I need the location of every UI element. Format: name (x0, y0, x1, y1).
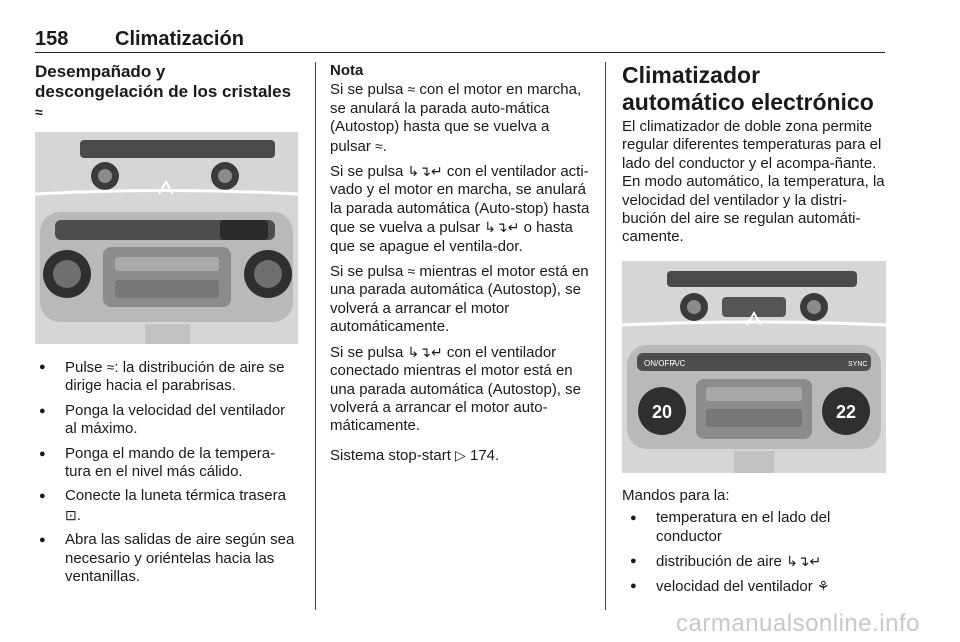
intro-paragraph: El climatizador de doble zona permite regular diferentes temperaturas para el lado del conductor y el acompa-ñante. (622, 118, 882, 172)
section-heading: Desempañado y descongelación de los cristales ≈ (35, 62, 292, 120)
sync-label: SYNC (848, 360, 868, 368)
fan-direction-icon: ↳↴↵ (407, 163, 443, 180)
list-item: ● Ponga el mando de la tempera-tura en el nivel más cálido. (35, 445, 298, 482)
cross-reference[interactable]: Sistema stop-start ▷ 174. (330, 446, 500, 464)
note-paragraph: Si se pulsa ↳↴↵ con el ventilador acti-vado y el motor en marcha, se anulará la parada automática (Auto-stop) hasta que se vuelva a pulsar ↳↴↵ o hasta que se apague el ventila-dor. (330, 163, 590, 255)
column-divider (315, 62, 316, 610)
intro-paragraph: En modo automático, la temperatura, la velocidad del ventilador y la distri-bución del aire se regulan automáti-camente. (622, 173, 885, 246)
note-paragraph: Si se pulsa ≈ con el motor en marcha, se anulará la parada auto-mática (Autostop) hasta que se vuelva a pulsar ≈. (330, 81, 582, 155)
auto-climate-panel-illustration (622, 261, 886, 473)
column-divider (605, 62, 606, 610)
climate-panel-illustration (35, 132, 298, 344)
controls-intro: Mandos para la: (622, 486, 730, 504)
column-defrost (35, 62, 298, 592)
page-number: 158 (35, 28, 69, 50)
list-item: ● distribución de aire ↳↴↵ (626, 552, 886, 571)
column-note (330, 62, 592, 471)
watermark: carmanualsonline.info (676, 610, 920, 637)
page-header (35, 26, 885, 53)
list-item: ● Ponga la velocidad del ventilador al máximo. (35, 402, 298, 439)
windshield-defrost-icon: ≈ (106, 359, 115, 375)
page-reference-arrow-icon: ▷ (455, 446, 466, 463)
windshield-defrost-icon: ≈ (35, 104, 43, 120)
list-item: ● Abra las salidas de aire según sea necesario y oriéntelas hacia las ventanillas. (35, 531, 298, 586)
note-paragraph: Si se pulsa ≈ mientras el motor está en una parada automática (Autostop), se volverá a arrancar el motor automáticamente. (330, 263, 589, 336)
section-heading: Climatizador automático electrónico (622, 62, 874, 115)
rear-window-heat-icon: ⊡ (65, 506, 77, 523)
temp-left-value: 20 (652, 401, 673, 422)
air-distribution-icon: ↳↴↵ (786, 553, 822, 570)
list-item: ● Conecte la luneta térmica trasera ⊡. (35, 487, 298, 525)
windshield-defrost-icon: ≈ (407, 263, 416, 280)
temp-right-value: 22 (836, 401, 857, 422)
list-item: ● Pulse ≈: la distribución de aire se dirige hacia el parabrisas. (35, 358, 298, 396)
note-paragraph: Si se pulsa ↳↴↵ con el ventilador conectado mientras el motor está en una parada automática (Autostop), se volverá a arrancar el motor auto-máticamente. (330, 343, 581, 435)
fan-icon: ⚘ (816, 578, 830, 595)
controls-list (622, 509, 886, 597)
page-title: Climatización (115, 28, 244, 50)
list-item: ● temperatura en el lado del conductor (626, 509, 886, 546)
fan-direction-icon: ↳↴↵ (407, 343, 443, 360)
windshield-defrost-icon: ≈ (375, 137, 383, 154)
defrost-steps (35, 358, 298, 586)
note-title: Nota (330, 62, 364, 79)
windshield-defrost-icon: ≈ (407, 81, 416, 98)
climate-panel-figure-2 (622, 261, 886, 473)
ac-label: A/C (672, 358, 686, 368)
column-auto-climate (622, 62, 886, 603)
onoff-label: ON/OFF (644, 358, 675, 368)
fan-direction-icon: ↳↴↵ (484, 219, 520, 236)
climate-panel-figure-1 (35, 132, 298, 344)
list-item: ● velocidad del ventilador ⚘ (626, 577, 886, 596)
